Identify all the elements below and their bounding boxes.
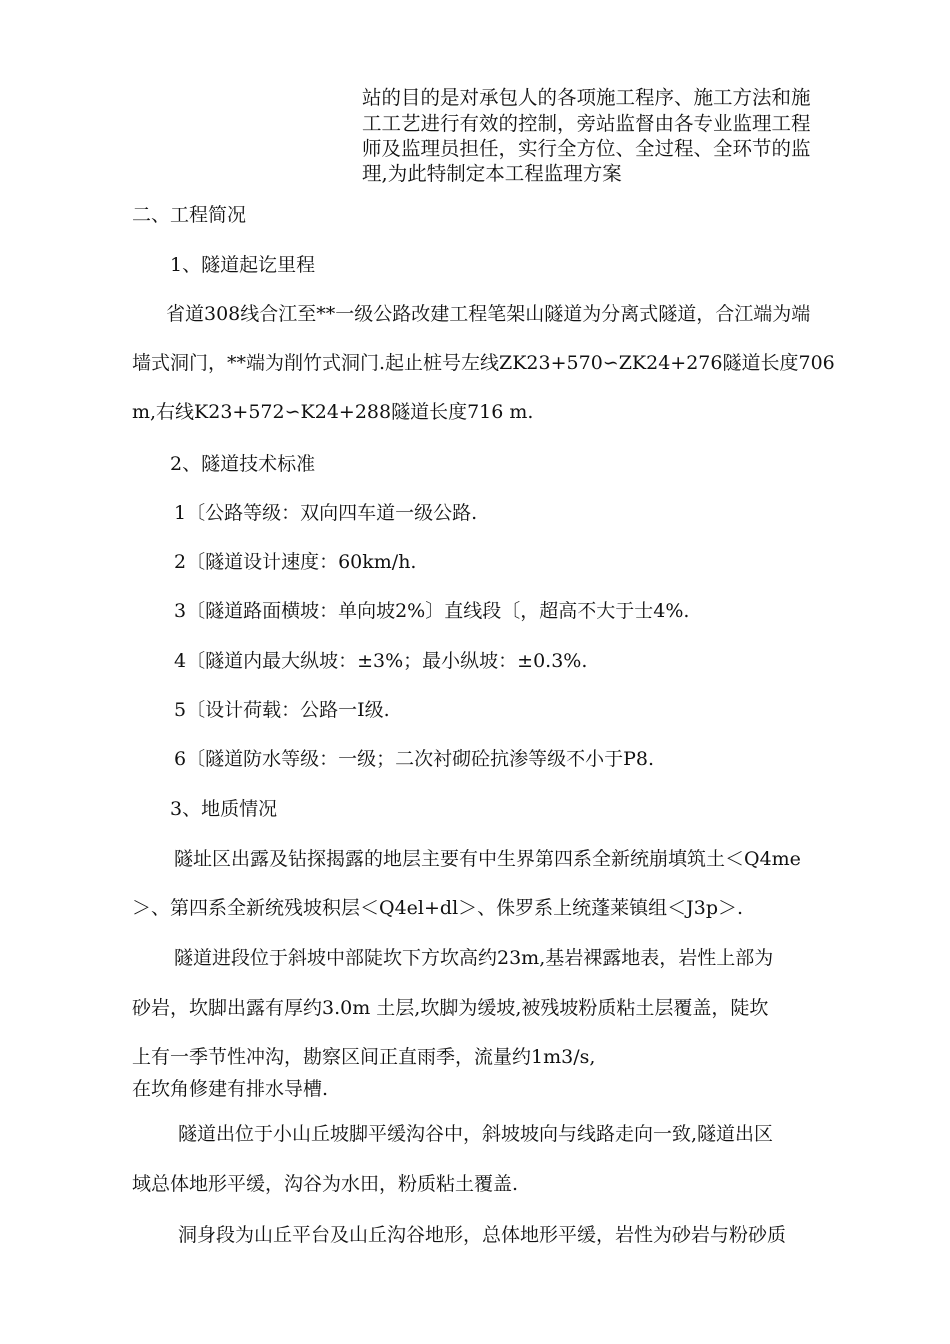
list-item: 1〔公路等级：双向四车道一级公路. xyxy=(174,502,478,524)
paragraph-line: 洞身段为山丘平台及山丘沟谷地形，总体地形平缓，岩性为砂岩与粉砂质 xyxy=(178,1224,787,1246)
paragraph-line: 省道308线合江至**一级公路改建工程笔架山隧道为分离式隧道，合江端为端 xyxy=(166,303,811,325)
subsection-heading: 2、隧道技术标准 xyxy=(170,453,316,475)
list-item: 2〔隧道设计速度：60km/h. xyxy=(174,551,417,573)
list-item: 3〔隧道路面横坡：单向坡2%〕直线段〔，超高不大于士4%. xyxy=(174,600,690,622)
subsection-heading: 1、隧道起讫里程 xyxy=(170,254,316,276)
intro-line: 工工艺进行有效的控制，旁站监督由各专业监理工程 xyxy=(362,112,811,135)
paragraph-line: 隧道进段位于斜坡中部陡坎下方坎高约23m,基岩裸露地表，岩性上部为 xyxy=(174,947,774,969)
list-item: 6〔隧道防水等级：一级；二次衬砌砼抗渗等级不小于P8. xyxy=(174,748,655,770)
paragraph-line: 隧址区出露及钻探揭露的地层主要有中生界第四系全新统崩填筑土＜Q4me xyxy=(174,848,801,870)
subsection-heading: 3、地质情况 xyxy=(170,798,278,820)
paragraph-line: 隧道出位于小山丘坡脚平缓沟谷中，斜坡坡向与线路走向一致,隧道出区 xyxy=(178,1123,774,1145)
list-item: 5〔设计荷载：公路一Ⅰ级. xyxy=(174,699,390,721)
intro-line: 师及监理员担任，实行全方位、全过程、全环节的监 xyxy=(362,137,811,160)
section-heading: 二、工程简况 xyxy=(132,204,247,226)
paragraph-line: 墙式洞门，**端为削竹式洞门.起止桩号左线ZK23+570∽ZK24+276隧道长度706 xyxy=(132,352,835,374)
list-item: 4〔隧道内最大纵坡：±3%；最小纵坡：±0.3%. xyxy=(174,650,588,672)
paragraph-line: ＞、第四系全新统残坡积层＜Q4el+dl＞、侏罗系上统蓬莱镇组＜J3p＞. xyxy=(132,897,744,919)
paragraph-line: 砂岩，坎脚出露有厚约3.0m 土层,坎脚为缓坡,被残坡粉质粘土层覆盖，陡坎 xyxy=(132,997,769,1019)
paragraph-line: 域总体地形平缓，沟谷为水田，粉质粘土覆盖. xyxy=(132,1173,519,1195)
paragraph-line: m,右线K23+572∽K24+288隧道长度716 m. xyxy=(132,401,534,423)
paragraph-line: 上有一季节性冲沟，勘察区间正直雨季，流量约1m3/s, xyxy=(132,1046,596,1068)
intro-line: 理,为此特制定本工程监理方案 xyxy=(362,162,622,185)
paragraph-line: 在坎角修建有排水导槽. xyxy=(132,1078,329,1100)
intro-line: 站的目的是对承包人的各项施工程序、施工方法和施 xyxy=(362,86,811,109)
